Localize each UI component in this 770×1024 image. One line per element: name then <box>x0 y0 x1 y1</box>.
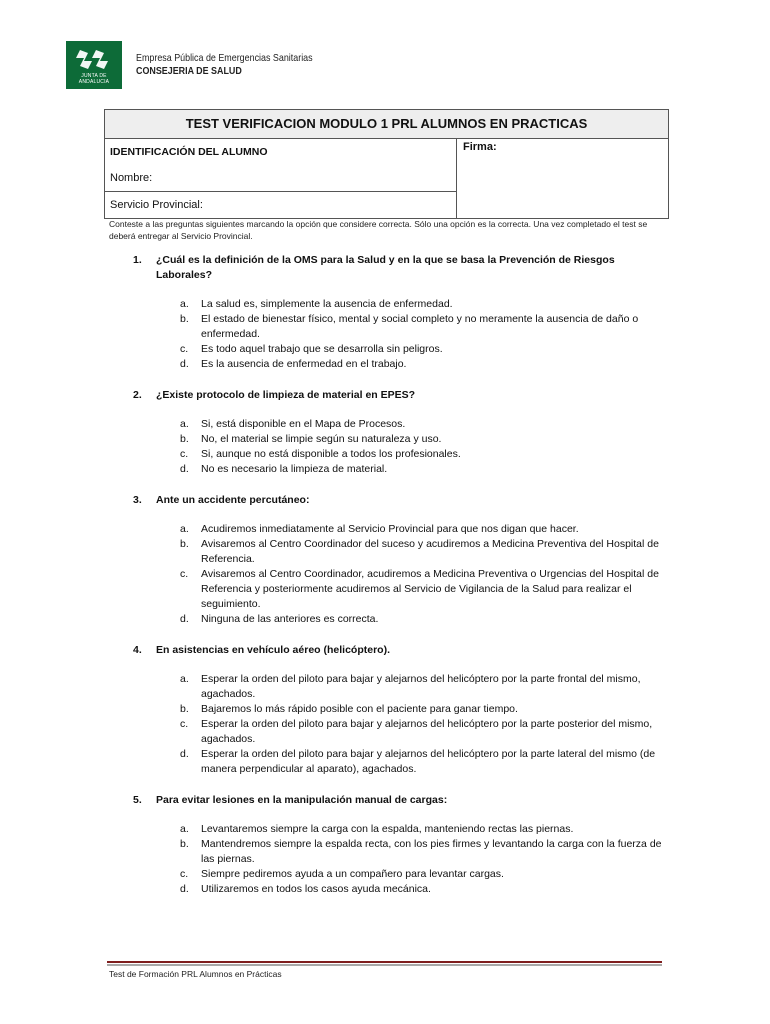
option-letter: a. <box>180 523 189 535</box>
test-title: TEST VERIFICACION MODULO 1 PRL ALUMNOS EN PRACTICAS <box>105 110 668 139</box>
answer-option[interactable] <box>180 342 663 357</box>
option-letter: d. <box>180 883 189 895</box>
option-text: Ninguna de las anteriores es correcta. <box>201 613 379 625</box>
question-title <box>133 388 663 403</box>
option-letter: a. <box>180 673 189 685</box>
option-text: No es necesario la limpieza de material. <box>201 463 388 475</box>
option-text: Si, aunque no está disponible a todos los profesionales. <box>201 448 461 460</box>
question-number: 2. <box>133 389 142 401</box>
question-text: En asistencias en vehículo aéreo (helicóptero). <box>156 644 390 656</box>
service-field[interactable]: Servicio Provincial: <box>105 191 456 218</box>
answer-option[interactable] <box>180 297 663 312</box>
option-letter: c. <box>180 718 189 730</box>
question-text: Ante un accidente percutáneo: <box>156 494 310 506</box>
question-text: ¿Existe protocolo de limpieza de material en EPES? <box>156 389 416 401</box>
footer-divider <box>107 961 662 966</box>
signature-field[interactable]: Firma: <box>463 141 497 153</box>
page-footer: Test de Formación PRL Alumnos en Prácticas <box>109 969 282 979</box>
option-text: El estado de bienestar físico, mental y social completo y no meramente la ausencia de daño o enfermedad. <box>201 313 639 340</box>
logo-caption: JUNTA DE ANDALUCIA <box>78 73 110 85</box>
option-letter: a. <box>180 823 189 835</box>
answer-option[interactable] <box>180 447 663 462</box>
answer-options <box>180 522 663 627</box>
question-4 <box>133 643 663 777</box>
question-title <box>133 643 663 658</box>
answer-option[interactable] <box>180 567 663 612</box>
organization-name: Empresa Pública de Emergencias Sanitarias <box>136 52 313 64</box>
option-text: La salud es, simplemente la ausencia de enfermedad. <box>201 298 453 310</box>
question-title <box>133 253 663 283</box>
answer-option[interactable] <box>180 882 663 897</box>
question-number: 3. <box>133 494 142 506</box>
answer-option[interactable] <box>180 747 663 777</box>
question-number: 1. <box>133 254 142 266</box>
answer-option[interactable] <box>180 822 663 837</box>
option-letter: c. <box>180 448 189 460</box>
answer-option[interactable] <box>180 522 663 537</box>
option-letter: c. <box>180 343 189 355</box>
department-name: CONSEJERIA DE SALUD <box>136 65 242 77</box>
question-3 <box>133 493 663 627</box>
answer-option[interactable] <box>180 537 663 567</box>
question-title <box>133 793 663 808</box>
page-header <box>66 41 344 89</box>
question-5 <box>133 793 663 897</box>
student-identification <box>105 139 457 218</box>
option-text: Mantendremos siempre la espalda recta, con los pies firmes y levantando la carga con la fuerza de las piernas. <box>201 838 662 865</box>
option-letter: b. <box>180 313 189 325</box>
option-text: Utilizaremos en todos los casos ayuda mecánica. <box>201 883 431 895</box>
answer-option[interactable] <box>180 837 663 867</box>
answer-option[interactable] <box>180 612 663 627</box>
answer-options <box>180 672 663 777</box>
answer-option[interactable] <box>180 417 663 432</box>
answer-option[interactable] <box>180 717 663 747</box>
option-letter: a. <box>180 298 189 310</box>
question-title <box>133 493 663 508</box>
answer-options <box>180 417 663 477</box>
option-letter: d. <box>180 613 189 625</box>
question-2 <box>133 388 663 477</box>
question-text: ¿Cuál es la definición de la OMS para la Salud y en la que se basa la Prevención de Riesgos Laborales? <box>156 254 615 281</box>
option-letter: d. <box>180 748 189 760</box>
answer-options <box>180 822 663 897</box>
answer-option[interactable] <box>180 357 663 372</box>
option-text: Esperar la orden del piloto para bajar y alejarnos del helicóptero por la parte lateral del mismo (de manera perpendicular al aparato), agachados. <box>201 748 656 775</box>
option-letter: a. <box>180 418 189 430</box>
answer-option[interactable] <box>180 432 663 447</box>
option-text: Es la ausencia de enfermedad en el trabajo. <box>201 358 407 370</box>
option-text: Bajaremos lo más rápido posible con el paciente para ganar tiempo. <box>201 703 518 715</box>
option-letter: b. <box>180 538 189 550</box>
answer-option[interactable] <box>180 312 663 342</box>
option-text: No, el material se limpie según su naturaleza y uso. <box>201 433 442 445</box>
question-text: Para evitar lesiones en la manipulación manual de cargas: <box>156 794 448 806</box>
question-1 <box>133 253 663 372</box>
option-letter: d. <box>180 463 189 475</box>
answer-option[interactable] <box>180 702 663 717</box>
option-text: Si, está disponible en el Mapa de Procesos. <box>201 418 406 430</box>
identification-label: IDENTIFICACIÓN DEL ALUMNO <box>110 146 268 158</box>
option-text: Es todo aquel trabajo que se desarrolla sin peligros. <box>201 343 443 355</box>
answer-options <box>180 297 663 372</box>
option-letter: c. <box>180 568 189 580</box>
question-number: 5. <box>133 794 142 806</box>
name-field[interactable]: Nombre: <box>110 172 153 184</box>
question-list <box>133 253 663 913</box>
option-letter: b. <box>180 838 189 850</box>
answer-option[interactable] <box>180 672 663 702</box>
option-text: Esperar la orden del piloto para bajar y alejarnos del helicóptero por la parte posterior del mismo, agachados. <box>201 718 653 745</box>
identification-row <box>105 139 668 218</box>
organization-text <box>136 52 313 78</box>
option-text: Avisaremos al Centro Coordinador del suceso y acudiremos a Medicina Preventiva del Hospital de Referencia. <box>201 538 659 565</box>
option-text: Esperar la orden del piloto para bajar y alejarnos del helicóptero por la parte frontal del mismo, agachados. <box>201 673 641 700</box>
junta-andalucia-logo <box>66 41 122 89</box>
option-text: Levantaremos siempre la carga con la espalda, manteniendo rectas las piernas. <box>201 823 574 835</box>
answer-option[interactable] <box>180 867 663 882</box>
option-text: Acudiremos inmediatamente al Servicio Provincial para que nos digan que hacer. <box>201 523 579 535</box>
option-letter: c. <box>180 868 189 880</box>
option-text: Siempre pediremos ayuda a un compañero para levantar cargas. <box>201 868 504 880</box>
answer-option[interactable] <box>180 462 663 477</box>
instructions-text: Conteste a las preguntas siguientes marcando la opción que considere correcta. Sólo una opción es la correcta. Una vez completado el test se deberá entregar al Servicio Provincial. <box>109 219 648 241</box>
question-number: 4. <box>133 644 142 656</box>
option-letter: b. <box>180 703 189 715</box>
option-letter: b. <box>180 433 189 445</box>
option-text: Avisaremos al Centro Coordinador, acudiremos a Medicina Preventiva o Urgencias del Hospital de Referencia y posteriormente acudiremos al Servicio de Vigilancia de la Salud para realizar el seguimiento. <box>201 568 659 610</box>
test-identification-table <box>104 109 669 219</box>
option-letter: d. <box>180 358 189 370</box>
